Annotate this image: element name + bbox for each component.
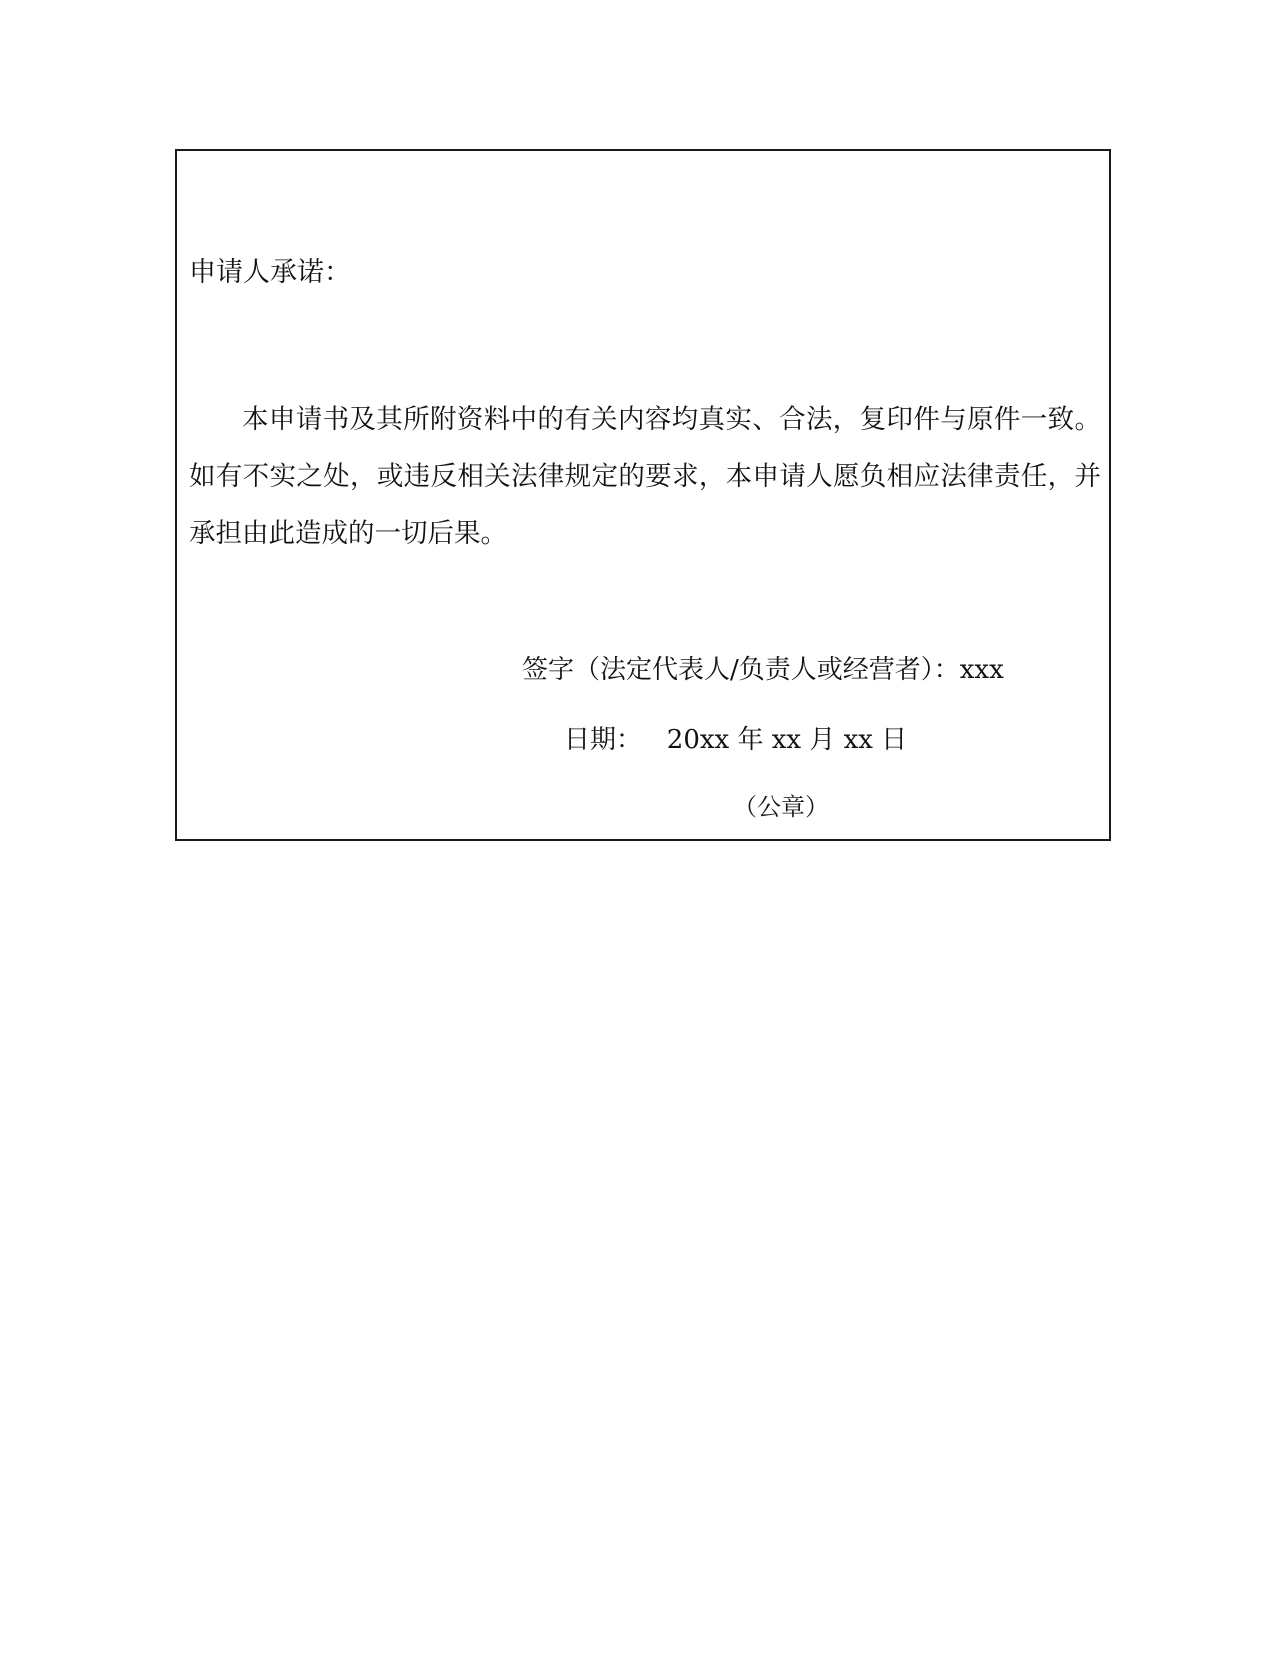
signature-line: 签字（法定代表人/负责人或经营者）：xxx xyxy=(522,655,1004,685)
date-line: 日期： 20xx 年 xx 月 xx 日 xyxy=(564,725,908,755)
commitment-paragraph: 本申请书及其所附资料中的有关内容均真实、合法，复印件与原件一致。如有不实之处，或违反相关法律规定的要求，本申请人愿负相应法律责任，并承担由此造成的一切后果。 xyxy=(189,404,1101,549)
applicant-commitment-box xyxy=(175,149,1111,841)
commitment-heading: 申请人承诺： xyxy=(189,257,351,288)
official-seal-note: （公章） xyxy=(733,793,829,821)
